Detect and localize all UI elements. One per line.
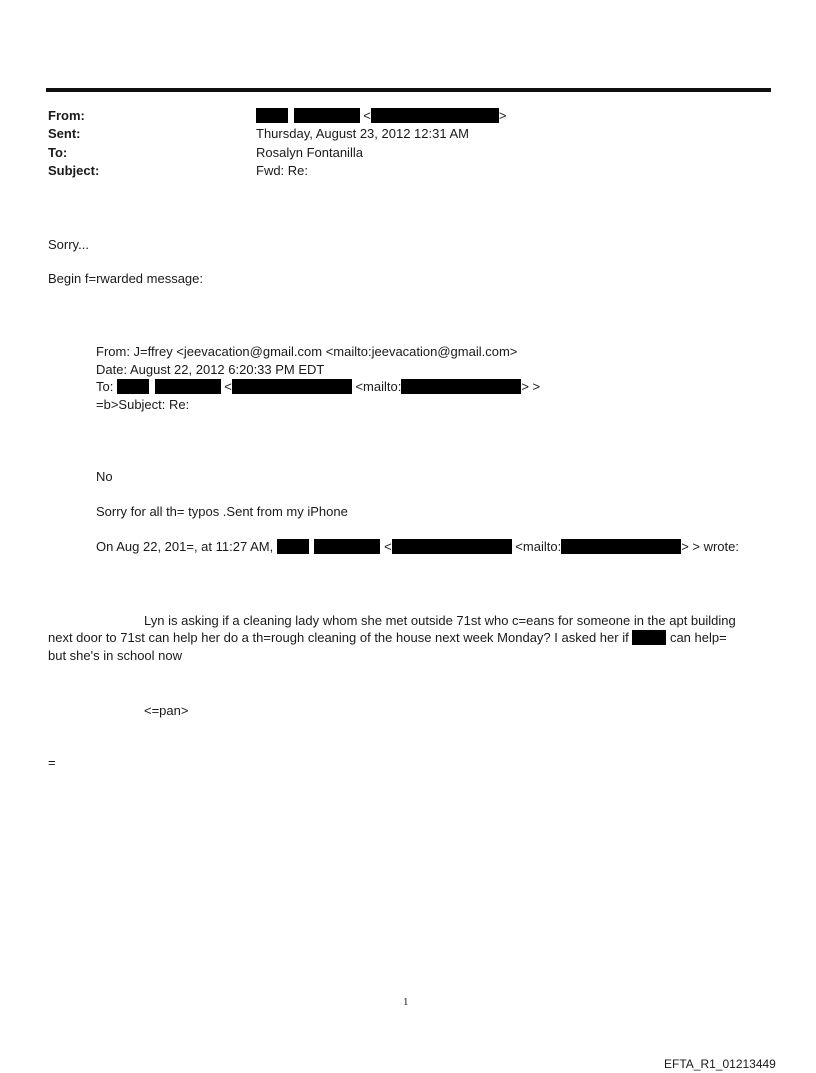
redaction-box — [117, 379, 149, 394]
redaction-box — [401, 379, 521, 394]
trailing-equals: = — [48, 755, 56, 770]
quoted-paragraph-line-2a: next door to 71st can help her do a th=rough cleaning of the house next week Monday? I asked her if — [48, 630, 629, 645]
quoted-paragraph-line-1: Lyn is asking if a cleaning lady whom she met outside 71st who c=eans for someone in the apt building — [144, 613, 736, 628]
redaction-box — [294, 108, 360, 123]
forwarded-to-end: > > — [521, 379, 541, 394]
forwarded-subject: =b>Subject: Re: — [96, 397, 190, 412]
header-rule — [46, 88, 771, 92]
redaction-box — [232, 379, 352, 394]
to-label: To: — [48, 145, 68, 160]
redaction-box — [155, 379, 221, 394]
subject-value: Fwd: Re: — [256, 163, 309, 178]
redaction-box — [371, 108, 499, 123]
page-number: 1 — [403, 996, 409, 1008]
reply-sorry-typos: Sorry for all th= typos .Sent from my iPhone — [96, 504, 348, 519]
quoted-on-prefix: On Aug 22, 201=, at 11:27 AM, — [96, 539, 274, 554]
quoted-on-lt: < — [384, 539, 392, 554]
quoted-paragraph-line-2 — [48, 629, 727, 646]
subject-label: Subject: — [48, 163, 100, 178]
quoted-paragraph-line-2b: can help= — [669, 630, 727, 645]
body-sorry: Sorry... — [48, 237, 89, 252]
forwarded-to-lt: < — [224, 379, 232, 394]
redaction-box — [561, 539, 681, 554]
forwarded-to — [96, 378, 540, 395]
redaction-box — [277, 539, 309, 554]
redaction-box — [256, 108, 288, 123]
span-tag: <=pan> — [144, 703, 189, 718]
document-stamp: EFTA_R1_01213449 — [664, 1057, 776, 1071]
forwarded-date: Date: August 22, 2012 6:20:33 PM EDT — [96, 362, 325, 377]
to-value: Rosalyn Fontanilla — [256, 145, 363, 160]
from-gt: > — [498, 108, 507, 123]
sent-value: Thursday, August 23, 2012 12:31 AM — [256, 126, 469, 141]
quoted-on-wrote: > > wrote: — [681, 539, 739, 554]
quoted-on-mailto: <mailto: — [515, 539, 562, 554]
quoted-paragraph-line-3: but she's in school now — [48, 648, 183, 663]
redaction-box — [632, 630, 666, 645]
redaction-box — [314, 539, 380, 554]
forwarded-from: From: J=ffrey <jeevacation@gmail.com <mailto:jeevacation@gmail.com> — [96, 344, 518, 359]
from-value — [256, 108, 506, 123]
from-lt: < — [363, 108, 371, 123]
reply-no: No — [96, 469, 113, 484]
redaction-box — [392, 539, 512, 554]
from-label: From: — [48, 108, 85, 123]
sent-label: Sent: — [48, 126, 81, 141]
body-begin-forwarded: Begin f=rwarded message: — [48, 271, 204, 286]
forwarded-to-mailto: <mailto: — [355, 379, 402, 394]
forwarded-to-label: To: — [96, 379, 114, 394]
quoted-on-line — [96, 538, 739, 555]
